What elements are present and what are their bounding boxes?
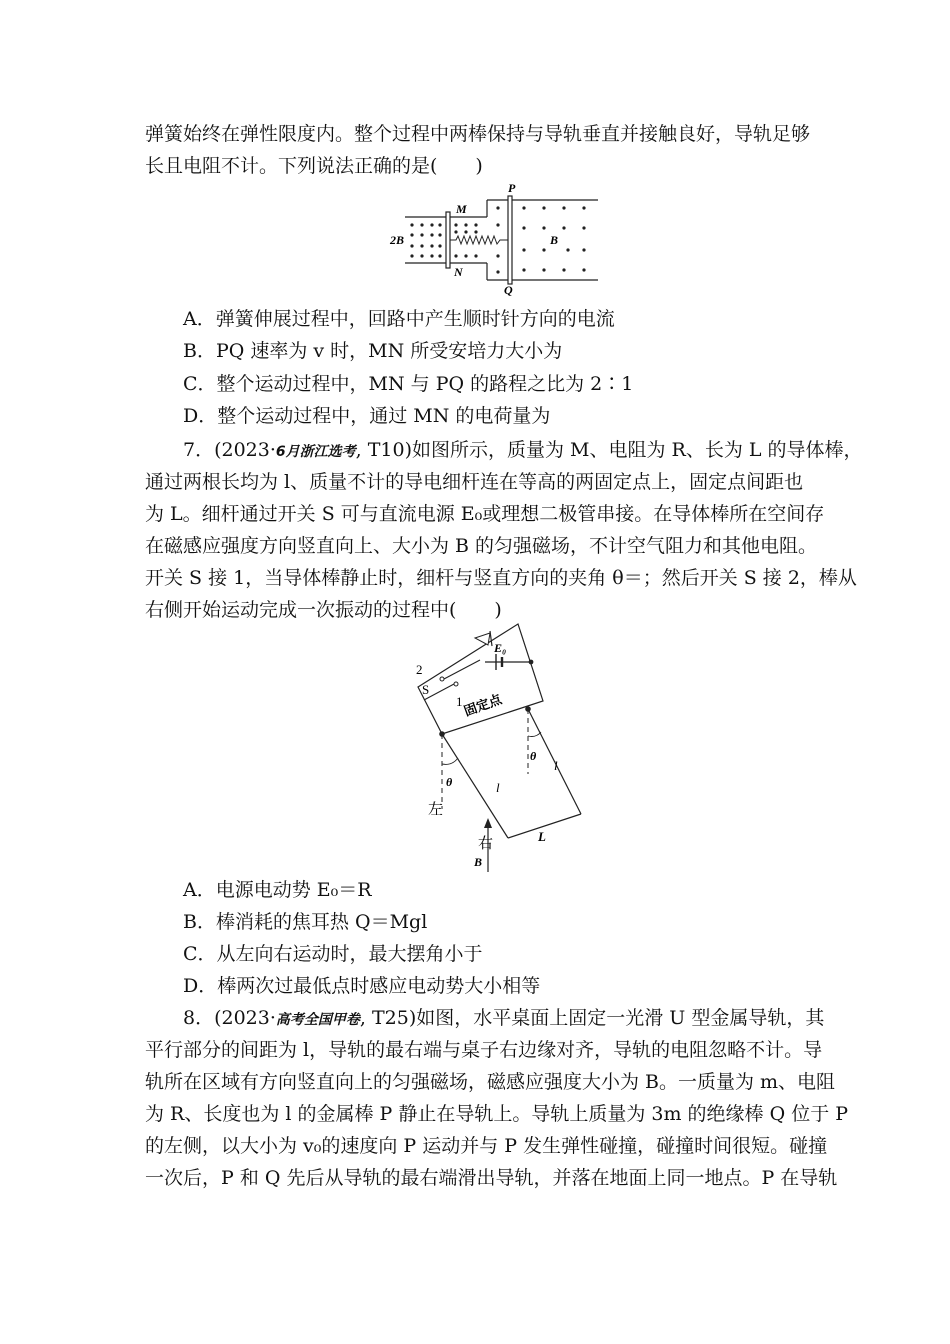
label-fixed-point: 固定点 xyxy=(461,691,504,719)
label-l-right: l xyxy=(554,758,558,773)
q7-option-a: A．电源电动势 E₀＝R xyxy=(183,879,372,901)
label-1: 1 xyxy=(456,694,463,709)
q6-line: 长且电阻不计。下列说法正确的是( ) xyxy=(145,155,483,177)
label-2B: 2B xyxy=(390,233,405,247)
q7-option-b: B．棒消耗的焦耳热 Q＝Mgl xyxy=(183,911,428,933)
label-theta-left: θ xyxy=(446,775,453,789)
label-right: 右 xyxy=(478,836,494,852)
q8-line: 一次后，P 和 Q 先后从导轨的最右端滑出导轨，并落在地面上同一地点。P 在导轨 xyxy=(145,1167,838,1189)
label-Q: Q xyxy=(504,283,513,297)
q8-line: 的左侧，以大小为 v₀的速度向 P 运动并与 P 发生弹性碰撞，碰撞时间很短。碰撞 xyxy=(145,1135,828,1157)
q8-line: 为 R、长度也为 l 的金属棒 P 静止在导轨上。导轨上质量为 3m 的绝缘棒 Q 位于 P xyxy=(145,1103,849,1125)
label-S: S xyxy=(422,682,430,697)
q8-stem xyxy=(145,1002,849,1194)
q6-option-b: B．PQ 速率为 v 时，MN 所受安培力大小为 xyxy=(183,340,563,362)
q7-stem xyxy=(145,434,863,626)
label-P: P xyxy=(508,181,516,195)
label-left: 左 xyxy=(428,802,444,818)
q6-stem xyxy=(145,118,810,182)
q7-source-tail: , T10)如图所示，质量为 M、电阻为 R、长为 L 的导体棒， xyxy=(355,439,863,461)
q8-line: 轨所在区域有方向竖直向上的匀强磁场，磁感应强度大小为 B。一质量为 m、电阻 xyxy=(145,1071,836,1093)
label-M: M xyxy=(456,202,467,216)
q7-line: 通过两根长均为 l、质量不计的导电细杆连在等高的两固定点上，固定点间距也 xyxy=(145,471,804,493)
q6-option-c: C．整个运动过程中，MN 与 PQ 的路程之比为 2∶1 xyxy=(183,373,634,395)
q6-line: 弹簧始终在弹性限度内。整个过程中两棒保持与导轨垂直并接触良好，导轨足够 xyxy=(145,123,811,145)
q7-option-d: D．棒两次过最低点时感应电动势大小相等 xyxy=(183,975,541,997)
q8-first-line xyxy=(145,1002,825,1034)
q6-option-a: A．弹簧伸展过程中，回路中产生顺时针方向的电流 xyxy=(183,308,615,330)
q6-figure xyxy=(390,180,605,298)
q8-line: 平行部分的间距为 l，导轨的最右端与桌子右边缘对齐，导轨的电阻忽略不计。导 xyxy=(145,1039,823,1061)
label-B: B xyxy=(550,233,559,247)
q7-first-line xyxy=(145,434,863,466)
q6-option-d: D．整个运动过程中，通过 MN 的电荷量为 xyxy=(183,405,551,427)
q7-line: 开关 S 接 1，当导体棒静止时，细杆与竖直方向的夹角 θ＝；然后开关 S 接 2，棒从 xyxy=(145,567,857,589)
label-B: B xyxy=(474,855,483,869)
q7-source: 6月浙江选考 xyxy=(275,444,356,460)
q8-number: 8．(2023· xyxy=(183,1007,276,1029)
q8-source-tail: , T25)如图，水平桌面上固定一光滑 U 型金属导轨，其 xyxy=(359,1007,825,1029)
label-N: N xyxy=(454,265,463,279)
q7-figure xyxy=(418,624,583,874)
label-L: L xyxy=(538,829,546,844)
label-2: 2 xyxy=(416,662,423,677)
label-theta-right: θ xyxy=(530,749,537,763)
q7-number: 7．(2023· xyxy=(183,439,276,461)
q7-line: 为 L。细杆通过开关 S 可与直流电源 E₀或理想二极管串接。在导体棒所在空间存 xyxy=(145,503,825,525)
q8-source: 高考全国甲卷 xyxy=(275,1012,360,1028)
label-l-left: l xyxy=(496,780,500,795)
label-E0: E₀ xyxy=(494,641,507,655)
q7-line: 右侧开始运动完成一次振动的过程中( ) xyxy=(145,599,502,621)
q7-option-c: C．从左向右运动时，最大摆角小于 xyxy=(183,943,483,965)
q7-line: 在磁感应强度方向竖直向上、大小为 B 的匀强磁场，不计空气阻力和其他电阻。 xyxy=(145,535,818,557)
